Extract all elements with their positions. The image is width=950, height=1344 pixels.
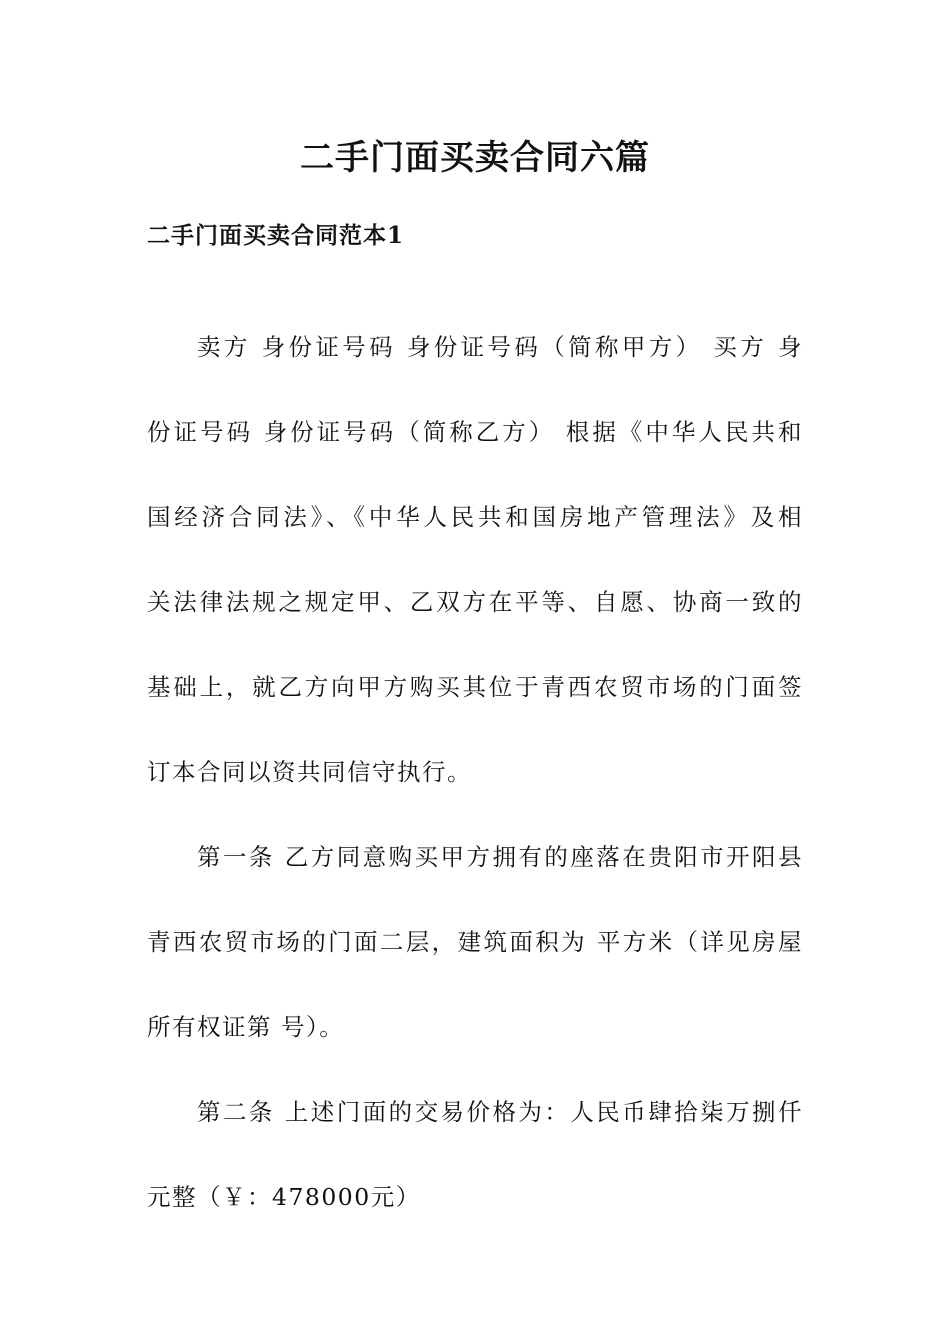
paragraph-line: 所有权证第 号）。 [147, 1013, 345, 1041]
paragraph-line: 基础上，就乙方向甲方购买其位于青西农贸市场的门面签 [147, 673, 803, 701]
paragraph-line: 关法律法规之规定甲、乙双方在平等、自愿、协商一致的 [147, 588, 803, 616]
paragraph-line: 订本合同以资共同信守执行。 [147, 758, 472, 786]
document-title: 二手门面买卖合同六篇 [300, 138, 650, 178]
paragraph-line: 份证号码 身份证号码（简称乙方） 根据《中华人民共和 [147, 418, 803, 446]
paragraph-line: 元整（￥：478000元） [147, 1183, 421, 1211]
paragraph-line: 青西农贸市场的门面二层，建筑面积为 平方米（详见房屋 [147, 928, 803, 956]
section-title: 二手门面买卖合同范本1 [147, 222, 405, 249]
contract-body [147, 305, 803, 1240]
paragraph-line: 国经济合同法》、《中华人民共和国房地产管理法》及相 [147, 503, 803, 531]
paragraph-line: 卖方 身份证号码 身份证号码（简称甲方） 买方 身 [197, 333, 803, 361]
paragraph-line: 第二条 上述门面的交易价格为：人民币肆拾柒万捌仟 [197, 1098, 803, 1126]
paragraph-line: 第一条 乙方同意购买甲方拥有的座落在贵阳市开阳县 [197, 843, 803, 871]
